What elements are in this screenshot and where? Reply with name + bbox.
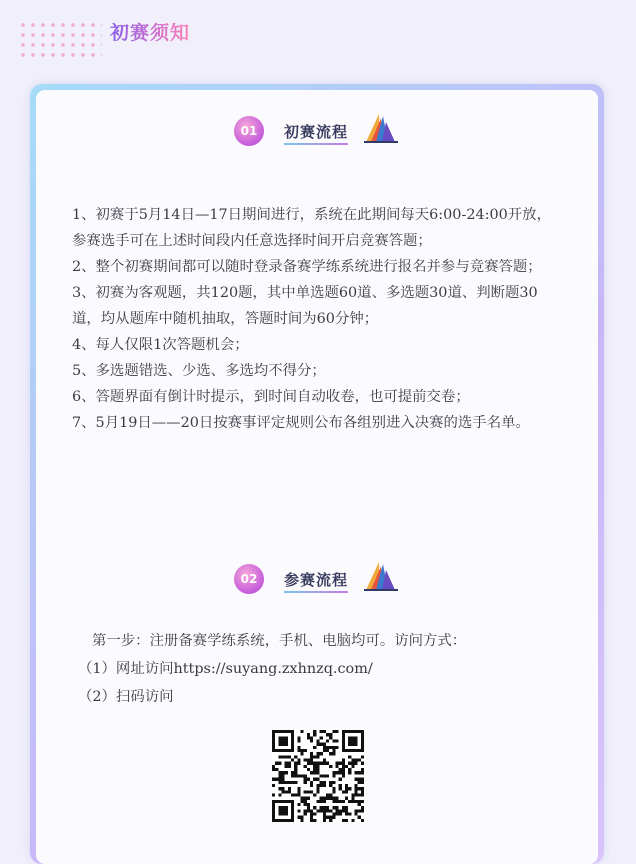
notice-card [36, 90, 598, 864]
list-item: 5、多选题错选、少选、多选均不得分； [72, 363, 326, 379]
section-title: 初赛流程 [284, 123, 349, 141]
striped-mountain-icon [362, 558, 400, 592]
section-title: 参赛流程 [284, 571, 349, 589]
list-item: 4、每人仅限1次答题机会； [72, 337, 249, 353]
page-title: 初赛须知 [110, 18, 190, 45]
qr-code-icon[interactable] [272, 730, 364, 822]
qr-access-option: （2）扫码访问 [78, 689, 174, 705]
list-item: 6、答题界面有倒计时提示，到时间自动收卷，也可提前交卷； [72, 389, 470, 405]
section-header-2 [36, 560, 598, 600]
registration-steps [78, 627, 568, 711]
dot-pattern-icon [18, 20, 102, 60]
notice-card-frame [30, 84, 604, 864]
rules-list [72, 202, 562, 436]
striped-mountain-icon [362, 110, 400, 144]
section-number-badge: 01 [234, 116, 264, 146]
section-number-badge: 02 [234, 564, 264, 594]
website-access-option[interactable]: （1）网址访问https://suyang.zxhnzq.com/ [78, 661, 373, 677]
list-item: 3、初赛为客观题，共120题，其中单选题60道、多选题30道、判断题30道，均从题库中随机抽取，答题时间为60分钟； [72, 285, 538, 327]
list-item: 7、5月19日——20日按赛事评定规则公布各组别进入决赛的选手名单。 [72, 415, 530, 431]
page-header [0, 0, 636, 80]
section-header-1 [36, 112, 598, 152]
list-item: 1、初赛于5月14日—17日期间进行，系统在此期间每天6:00-24:00开放，参赛选手可在上述时间段内任意选择时间开启竞赛答题； [72, 207, 551, 249]
step-text: 第一步：注册备赛学练系统，手机、电脑均可。访问方式： [92, 633, 467, 649]
list-item: 2、整个初赛期间都可以随时登录备赛学练系统进行报名并参与竞赛答题； [72, 259, 542, 275]
